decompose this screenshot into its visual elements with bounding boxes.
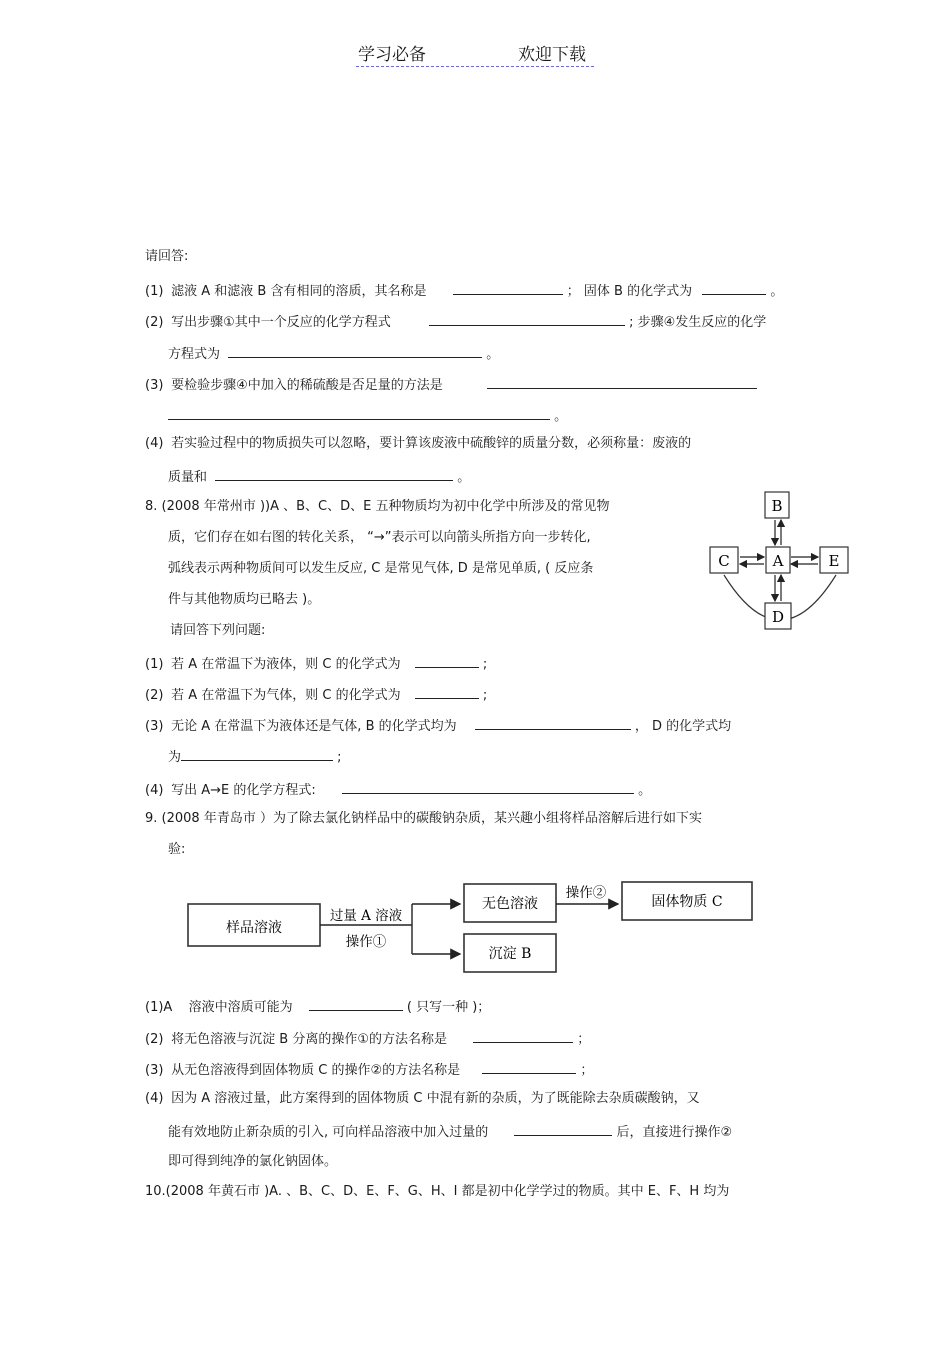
q9-part3-end: ； — [580, 1063, 594, 1078]
q7-part2-end: 。 — [486, 347, 500, 362]
q9-part2-num: (2) — [145, 1032, 164, 1047]
node-b-label: B — [771, 497, 783, 515]
q7-part1-num: (1) — [145, 284, 164, 299]
q7-part1 — [145, 280, 783, 301]
q9-part4-text-b: 能有效地防止新杂质的引入, 可向样品溶液中加入过量的 — [168, 1125, 489, 1140]
answer-blank[interactable] — [514, 1121, 612, 1136]
q8-part4-text: 写出 A→E 的化学方程式: — [171, 783, 316, 798]
q9-part4-text: 因为 A 溶液过量，此方案得到的固体物质 C 中混有新的杂质，为了既能除去杂质碳酸钠，又 — [171, 1091, 700, 1106]
answer-blank[interactable] — [309, 996, 403, 1011]
q7-part2 — [145, 311, 766, 332]
q7-part2-text: 写出步骤①其中一个反应的化学方程式 — [171, 315, 391, 330]
q7-part2-cont — [168, 343, 499, 364]
q9-part1-num: (1)A — [145, 1000, 173, 1015]
q9-part2-text: 将无色溶液与沉淀 B 分离的操作①的方法名称是 — [171, 1032, 447, 1047]
q9-flowchart — [180, 872, 760, 982]
q7-part4-cont — [168, 466, 470, 487]
q10-line1: 10.(2008 年黄石市 )A. 、B、C、D、E、F、G、H、I 都是初中化学学过的物质。其中 E、F、H 均为 — [145, 1184, 730, 1199]
box-precip-label: 沉淀 B — [488, 946, 532, 962]
q7-part2-text-c: 方程式为 — [168, 347, 221, 362]
node-e-label: E — [828, 552, 840, 570]
flow-op1-label: 操作① — [345, 934, 387, 950]
answer-blank[interactable] — [475, 715, 631, 730]
q7-part4-text-b: 质量和 — [168, 470, 208, 485]
q8-part2-end: ; — [482, 688, 488, 703]
q8-part4-end: 。 — [638, 783, 652, 798]
q9-part4-num: (4) — [145, 1091, 164, 1106]
box-solid-label: 固体物质 C — [651, 894, 723, 910]
flow-op2-label: 操作② — [565, 885, 607, 901]
answer-blank[interactable] — [168, 405, 550, 420]
q7-part1-text-b: ； 固体 B 的化学式为 — [566, 284, 693, 299]
q7-part4 — [145, 435, 691, 453]
q9-part2-end: ； — [577, 1032, 591, 1047]
header-right: 欢迎下载 — [518, 45, 586, 65]
q8-part3-text-c: 为 — [168, 750, 182, 765]
q7-part3 — [145, 374, 757, 395]
q9-part3-text: 从无色溶液得到固体物质 C 的操作②的方法名称是 — [171, 1063, 461, 1078]
q8-part3-cont — [168, 746, 342, 767]
node-d-label: D — [771, 608, 785, 626]
q8-line2: 质，它们存在如右图的转化关系， “→”表示可以向箭头所指方向一步转化, — [168, 530, 591, 545]
q8-part4 — [145, 779, 651, 800]
q7-part3-cont — [168, 405, 567, 426]
answer-blank[interactable] — [228, 343, 482, 358]
q8-part2-text: 若 A 在常温下为气体，则 C 的化学式为 — [171, 688, 401, 703]
q7-part3-end: 。 — [554, 409, 568, 424]
intro-text: 请回答: — [145, 249, 189, 264]
answer-blank[interactable] — [415, 653, 479, 668]
page-header — [356, 40, 594, 67]
q8-part2-num: (2) — [145, 688, 164, 703]
node-c-label: C — [718, 552, 730, 570]
q7-part1-end: 。 — [770, 284, 784, 299]
q8-conversion-diagram — [700, 485, 860, 635]
q8-line3: 弧线表示两种物质间可以发生反应, C 是常见气体, D 是常见单质, ( 反应条 — [168, 561, 594, 576]
q9-part3 — [145, 1059, 593, 1080]
q7-part1-text: 滤液 A 和滤液 B 含有相同的溶质，其名称是 — [171, 284, 427, 299]
box-colorless-label: 无色溶液 — [482, 896, 538, 912]
answer-blank[interactable] — [415, 684, 479, 699]
header-left: 学习必备 — [358, 45, 426, 65]
q8-line4: 件与其他物质均已略去 )。 — [168, 592, 321, 607]
q8-part4-num: (4) — [145, 783, 164, 798]
q9-part4-text-c: 后，直接进行操作② — [616, 1125, 733, 1140]
q8-part1-text: 若 A 在常温下为液体，则 C 的化学式为 — [171, 657, 401, 672]
q8-part1-end: ; — [482, 657, 488, 672]
q9-part4-cont — [168, 1121, 732, 1142]
q7-part2-num: (2) — [145, 315, 164, 330]
answer-blank[interactable] — [215, 466, 453, 481]
node-a-label: A — [772, 552, 784, 570]
answer-blank[interactable] — [342, 779, 634, 794]
answer-blank[interactable] — [453, 280, 563, 295]
q8-line1: 8. (2008 年常州市 ))A 、B、C、D、E 五种物质均为初中化学中所涉及的常见物 — [145, 499, 610, 514]
answer-blank[interactable] — [482, 1059, 576, 1074]
q8-part3-text-b: ， D 的化学式均 — [634, 719, 732, 734]
q9-part1-text-b: ( 只写一种 )； — [406, 1000, 491, 1015]
q9-part4-cont2: 即可得到纯净的氯化钠固体。 — [168, 1154, 338, 1169]
answer-blank[interactable] — [473, 1028, 573, 1043]
q8-part3 — [145, 715, 731, 736]
q8-part1-num: (1) — [145, 657, 164, 672]
q7-part3-num: (3) — [145, 378, 164, 393]
answer-blank[interactable] — [487, 374, 757, 389]
q7-part2-text-b: ; 步骤④发生反应的化学 — [629, 315, 767, 330]
q7-part4-end: 。 — [457, 470, 471, 485]
q9-part1 — [145, 996, 490, 1017]
flow-reagent-label: 过量 A 溶液 — [329, 908, 403, 924]
q9-part2 — [145, 1028, 590, 1049]
q7-part4-num: (4) — [145, 436, 164, 451]
answer-blank[interactable] — [702, 280, 766, 295]
answer-blank[interactable] — [181, 746, 333, 761]
answer-blank[interactable] — [429, 311, 625, 326]
q8-ask: 请回答下列问题: — [170, 623, 266, 638]
q7-part4-text: 若实验过程中的物质损失可以忽略，要计算该废液中硫酸锌的质量分数，必须称量：废液的 — [171, 436, 692, 451]
q9-line2: 验: — [168, 842, 186, 857]
q8-part3-num: (3) — [145, 719, 164, 734]
q8-part1 — [145, 653, 487, 674]
q9-part1-text: 溶液中溶质可能为 — [188, 1000, 293, 1015]
q8-part2 — [145, 684, 487, 705]
q8-part3-end: ; — [337, 750, 342, 765]
q7-part3-text: 要检验步骤④中加入的稀硫酸是否足量的方法是 — [171, 378, 443, 393]
q8-part3-text: 无论 A 在常温下为液体还是气体, B 的化学式均为 — [171, 719, 457, 734]
box-sample-label: 样品溶液 — [226, 920, 282, 936]
q9-part4 — [145, 1090, 700, 1108]
q9-part3-num: (3) — [145, 1063, 164, 1078]
q9-line1: 9. (2008 年青岛市 ）为了除去氯化钠样品中的碳酸钠杂质，某兴趣小组将样品溶解后进行如下实 — [145, 811, 702, 826]
